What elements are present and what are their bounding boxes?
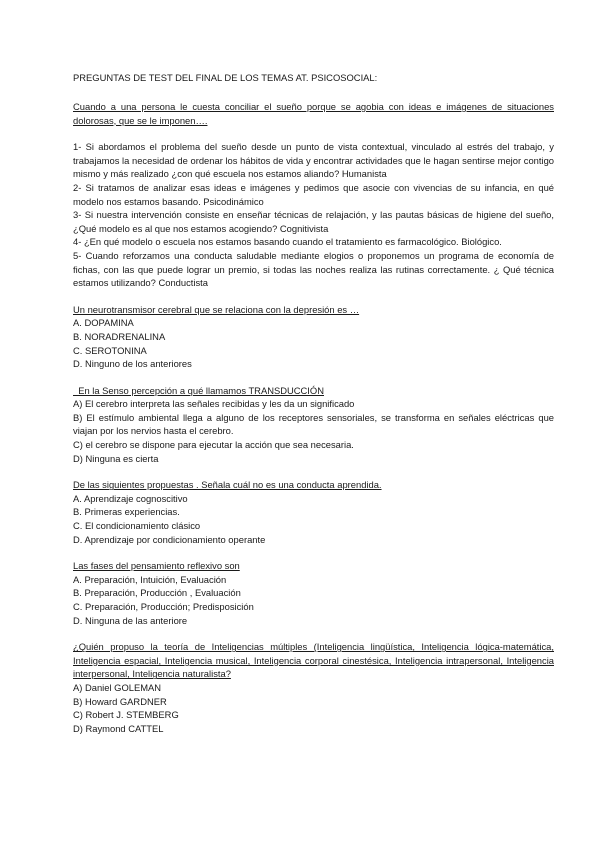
option-b: B. Preparación, Producción , Evaluación	[73, 587, 241, 599]
option-d: D) Raymond CATTEL	[73, 722, 164, 734]
sub-question-2: 2- Si tratamos de analizar esas ideas e imágenes y pedimos que asocie con vivencias de su infancia, en qué modelo nos estamos basando. Psicodinámico	[73, 181, 554, 207]
option-b: B) Howard GARDNER	[73, 695, 167, 707]
document-title: PREGUNTAS DE TEST DEL FINAL DE LOS TEMAS AT. PSICOSOCIAL:	[73, 72, 378, 83]
question-heading: Un neurotransmisor cerebral que se relaciona con la depresión es …	[73, 303, 360, 315]
question-transduction	[73, 384, 554, 466]
sub-question-4: 4- ¿En qué modelo o escuela nos estamos basando cuando el tratamiento es farmacológico. Biológico.	[73, 236, 502, 248]
option-d: D. Ninguno de los anteriores	[73, 358, 192, 370]
question-heading: En la Senso percepción a qué llamamos TRANSDUCCIÓN	[73, 384, 324, 396]
option-a: A) Daniel GOLEMAN	[73, 681, 162, 693]
sub-question-3: 3- Si nuestra intervención consiste en enseñar técnicas de relajación, y las pautas básicas de higiene del sueño, ¿Qué modelo es al que nos estamos acogiendo? Cognitivista	[73, 209, 554, 234]
question-sleep	[73, 100, 554, 290]
question-learned-behavior	[73, 478, 554, 546]
question-reflective-thinking	[73, 559, 554, 627]
question-multiple-intelligences	[73, 640, 554, 735]
option-b: B. Primeras experiencias.	[73, 506, 180, 518]
question-heading: ¿Quién propuso la teoría de Inteligencias múltiples (Inteligencia lingüística, Inteligencia lógica-matemática, Inteligencia espacial, Inteligencia musical, Inteligencia corporal cinestésica, Inteligencia intrapersonal, Inteligencia interpersonal, Inteligencia naturalista?	[73, 641, 554, 680]
option-a: A) El cerebro interpreta las señales recibidas y les da un significado	[73, 398, 355, 410]
option-c: C) Robert J. STEMBERG	[73, 709, 179, 721]
question-heading: Cuando a una persona le cuesta conciliar el sueño porque se agobia con ideas e imágenes de situaciones dolorosas, que se le imponen….	[73, 101, 554, 126]
sub-question-1: 1- Si abordamos el problema del sueño desde un punto de vista contextual, vinculado al estrés del trabajo, y trabajamos la necesidad de ordenar los hábitos de vida y encontrar actividades que le hagan sentirse mejor contigo mismo y más realizado ¿con qué escuela nos estamos aliando? Humanista	[73, 141, 554, 180]
question-heading: De las siguientes propuestas . Señala cuál no es una conducta aprendida.	[73, 479, 382, 491]
option-a: A. DOPAMINA	[73, 317, 134, 329]
option-b: B) El estímulo ambiental llega a alguno de los receptores sensoriales, se transforma en señales eléctricas que viajan por los nervios hasta el cerebro.	[73, 411, 554, 437]
option-a: A. Aprendizaje cognoscitivo	[73, 492, 188, 504]
sub-question-5: 5- Cuando reforzamos una conducta saludable mediante elogios o proponemos un programa de economía de fichas, con las que puede lograr un premio, si todas las noches realiza las rutinas correctamente. ¿ Qué técnica estamos utilizando? Conductista	[73, 249, 554, 289]
option-c: C. SEROTONINA	[73, 344, 147, 356]
option-d: D. Ninguna de las anteriore	[73, 614, 188, 626]
option-b: B. NORADRENALINA	[73, 330, 166, 342]
question-heading: Las fases del pensamiento reflexivo son	[73, 560, 240, 572]
option-c: C. Preparación, Producción; Predisposición	[73, 601, 254, 612]
option-c: C. El condicionamiento clásico	[73, 520, 201, 532]
question-neurotransmitter	[73, 303, 554, 371]
option-a: A. Preparación, Intuición, Evaluación	[73, 573, 227, 585]
option-d: D. Aprendizaje por condicionamiento operante	[73, 533, 266, 545]
option-d: D) Ninguna es cierta	[73, 452, 159, 464]
option-c: C) el cerebro se dispone para ejecutar la acción que sea necesaria.	[73, 439, 354, 451]
